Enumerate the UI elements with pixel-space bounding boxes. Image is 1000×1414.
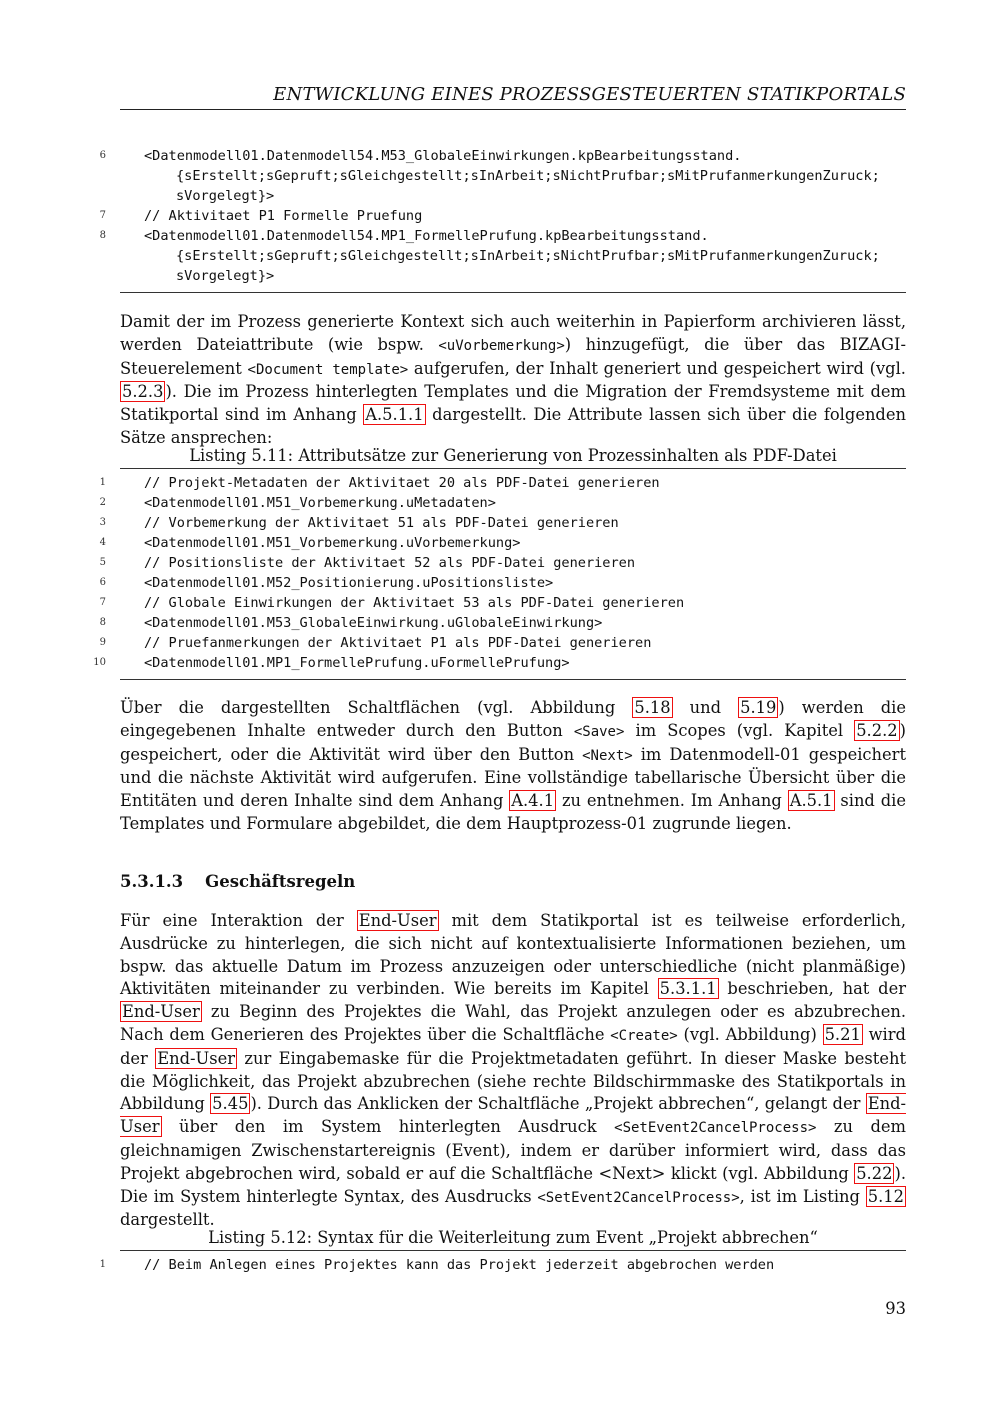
code-listing-5-11 [90, 473, 920, 673]
line-number: 6 [99, 577, 106, 588]
code-line [90, 593, 920, 613]
code-text: <Datenmodell01.Datenmodell54.M53_GlobaleEinwirkungen.kpBearbeitungsstand. [144, 148, 742, 164]
code-line [90, 1255, 920, 1275]
line-number: 7 [99, 597, 106, 608]
listing-top-rule [120, 1250, 906, 1251]
code-text: <Datenmodell01.MP1_FormellePrufung.uFormellePrufung> [144, 655, 570, 671]
code-text: sVorgelegt}> [176, 268, 275, 284]
line-number: 2 [99, 497, 106, 508]
appendix-ref-link[interactable]: A.4.1 [511, 791, 555, 811]
code-line [90, 493, 920, 513]
inline-code: <Create> [610, 1027, 678, 1044]
line-number: 9 [99, 637, 106, 648]
figure-ref-link[interactable]: 5.18 [634, 698, 671, 717]
figure-ref-link[interactable]: 5.45 [212, 1094, 249, 1114]
listing-5-12-caption: Listing 5.12: Syntax für die Weiterleitung zum Event „Projekt abbrechen“ [208, 1228, 818, 1247]
line-number: 8 [99, 230, 106, 241]
inline-code: <SetEvent2CancelProcess> [537, 1189, 740, 1206]
code-text: <Datenmodell01.M52_Positionierung.uPositionsliste> [144, 575, 554, 591]
listing-ref-link[interactable]: 5.12 [867, 1186, 904, 1206]
figure-ref-link[interactable]: 5.22 [856, 1163, 893, 1183]
code-line [90, 573, 920, 593]
code-text: // Pruefanmerkungen der Aktivitaet P1 als PDF-Datei generieren [144, 635, 652, 651]
line-number: 5 [99, 557, 106, 568]
listing-bottom-rule [120, 292, 906, 293]
figure-ref-link[interactable]: 5.19 [740, 698, 777, 717]
glossary-ref-link[interactable]: End-User [120, 1094, 906, 1137]
inline-code: <Save> [573, 723, 625, 740]
glossary-ref-link[interactable]: End-User [122, 1002, 200, 1022]
code-text: // Globale Einwirkungen der Aktivitaet 53 als PDF-Datei generieren [144, 595, 685, 611]
code-listing-continued [90, 146, 920, 286]
line-number: 1 [99, 477, 106, 488]
paragraph-schaltflaechen: Über die dargestellten Schaltflächen (vgl. Abbildung 5.18 und 5.19 ) werden die eingegebenen Inhalte entweder durch den Button <Save> im Scopes (vgl. Kapitel 5.2.2 ) gespeichert, oder die Aktivität wird über den Button <Next> im Datenmodell-01 gespeichert und die nächste Aktivität wird aufgerufen. Eine vollständige tabellarische Übersicht über die Entitäten und deren Inhalte sind dem Anhang A.4.1 zu entnehmen. Im Anhang A.5.1 sind die Templates und Formulare abgebildet, die dem Hauptprozess-01 zugrunde liegen. [120, 698, 906, 833]
line-number: 7 [99, 210, 106, 221]
figure-ref-link[interactable]: 5.21 [824, 1024, 861, 1044]
inline-code: <Document template> [247, 361, 409, 378]
code-text: <Datenmodell01.M51_Vorbemerkung.uVorbemerkung> [144, 535, 521, 551]
code-listing-5-12 [90, 1255, 920, 1275]
code-text: sVorgelegt}> [176, 188, 275, 204]
code-line [90, 146, 920, 166]
code-text: <Datenmodell01.M51_Vorbemerkung.uMetadaten> [144, 495, 496, 511]
code-line [90, 633, 920, 653]
code-line [90, 553, 920, 573]
line-number: 1 [99, 1259, 106, 1270]
appendix-ref-link[interactable]: A.5.1.1 [365, 405, 424, 425]
listing-top-rule [120, 468, 906, 469]
code-line [90, 513, 920, 533]
header-rule [120, 109, 906, 110]
line-number: 8 [99, 617, 106, 628]
section-ref-link[interactable]: 5.2.3 [122, 382, 164, 402]
code-line [90, 653, 920, 673]
code-text: // Beim Anlegen eines Projektes kann das Projekt jederzeit abgebrochen werden [144, 1257, 775, 1273]
code-line [90, 266, 920, 286]
line-number: 6 [99, 150, 106, 161]
code-line [90, 226, 920, 246]
inline-code: <SetEvent2CancelProcess> [614, 1120, 817, 1137]
listing-5-11-caption: Listing 5.11: Attributsätze zur Generierung von Prozessinhalten als PDF-Datei [189, 446, 837, 465]
code-text: {sErstellt;sGepruft;sGleichgestellt;sInArbeit;sNichtPrufbar;sMitPrufanmerkungenZuruck; [176, 248, 880, 264]
section-heading [120, 872, 355, 891]
paragraph-dateiattribute: Damit der im Prozess generierte Kontext sich auch weiterhin in Papierform archivieren lässt, werden Dateiattribute (wie bspw. <uVorbemerkung>) hinzugefügt, die über das BIZAGI-Steuerelement <Document template> aufgerufen, der Inhalt generiert und gespeichert wird (vgl. 5.2.3 ). Die im Prozess hinterlegten Templates und die Migration der Fremdsysteme mit dem Statikportal sind im Anhang A.5.1.1 dargestellt. Die Attribute lassen sich über die folgenden Sätze ansprechen: [120, 312, 906, 447]
code-line [90, 533, 920, 553]
paragraph-geschaeftsregeln: Für eine Interaktion der End-User mit dem Statikportal ist es teilweise erforderlich, Ausdrücke zu hinterlegen, die sich nicht auf kontextualisierte Informationen beziehen, um bspw. das aktuelle Datum im Prozess anzuzeigen oder unterschiedliche (nicht planmäßige) Aktivitäten miteinander zu verbinden. Wie bereits im Kapitel 5.3.1.1 beschrieben, hat der End-User zu Beginn des Projektes die Wahl, das Projekt anzulegen oder es abzubrechen. Nach dem Generieren des Projektes über die Schaltfläche <Create> (vgl. Abbildung) 5.21 wird der End-User zur Eingabemaske für die Projektmetadaten geführt. In dieser Maske besteht die Möglichkeit, das Projekt abzubrechen (siehe rechte Bildschirmmaske des Statikportals in Abbildung 5.45 ). Durch das Anklicken der Schaltfläche „Projekt abbrechen“, gelangt der End-User über den im System hinterlegten Ausdruck <SetEvent2CancelProcess> zu dem gleichnamigen Zwischenstartereignis (Event), indem er darüber informiert wird, dass das Projekt abgebrochen wird, sobald er auf die Schaltfläche <Next> klickt (vgl. Abbildung 5.22 ). Die im System hinterlegte Syntax, des Ausdrucks <SetEvent2CancelProcess>, ist im Listing 5.12 dargestellt. [120, 911, 906, 1230]
code-line [90, 186, 920, 206]
listing-bottom-rule [120, 679, 906, 680]
running-header: ENTWICKLUNG EINES PROZESSGESTEUERTEN STATIKPORTALS [273, 84, 906, 105]
code-text: <Datenmodell01.M53_GlobaleEinwirkung.uGlobaleEinwirkung> [144, 615, 603, 631]
code-text: // Positionsliste der Aktivitaet 52 als PDF-Datei generieren [144, 555, 636, 571]
code-text: // Projekt-Metadaten der Aktivitaet 20 als PDF-Datei generieren [144, 475, 660, 491]
section-number: 5.3.1.3 [120, 872, 184, 891]
line-number: 3 [99, 517, 106, 528]
code-line [90, 206, 920, 226]
section-ref-link[interactable]: 5.2.2 [856, 720, 898, 740]
code-line [90, 166, 920, 186]
code-text: <Datenmodell01.Datenmodell54.MP1_FormellePrufung.kpBearbeitungsstand. [144, 228, 709, 244]
line-number: 10 [93, 657, 106, 668]
code-line [90, 613, 920, 633]
page-number: 93 [885, 1299, 906, 1318]
code-line [90, 246, 920, 266]
code-text: {sErstellt;sGepruft;sGleichgestellt;sInArbeit;sNichtPrufbar;sMitPrufanmerkungenZuruck; [176, 168, 880, 184]
glossary-ref-link[interactable]: End-User [358, 911, 437, 930]
line-number: 4 [99, 537, 106, 548]
inline-code: <Next> [582, 747, 633, 764]
inline-code: <uVorbemerkung> [438, 337, 565, 354]
glossary-ref-link[interactable]: End-User [157, 1048, 236, 1068]
section-title: Geschäftsregeln [205, 872, 356, 891]
appendix-ref-link[interactable]: A.5.1 [789, 791, 833, 811]
code-line [90, 473, 920, 493]
code-text: // Aktivitaet P1 Formelle Pruefung [144, 208, 423, 224]
code-text: // Vorbemerkung der Aktivitaet 51 als PDF-Datei generieren [144, 515, 619, 531]
section-ref-link[interactable]: 5.3.1.1 [659, 979, 717, 999]
